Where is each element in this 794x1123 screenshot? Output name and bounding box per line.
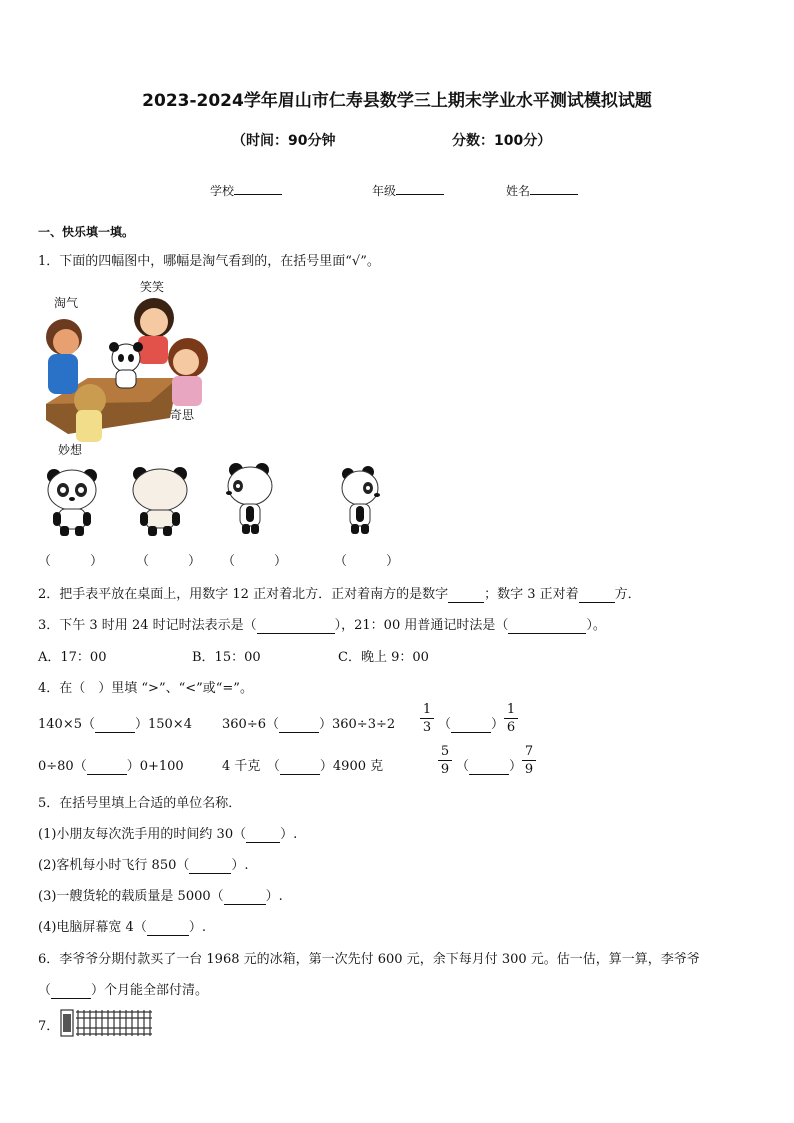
unit-item: (2)客机每小时飞行 850（ ）. [38,858,249,873]
answer-blank[interactable] [579,587,615,603]
option-c: C．晚上 9：00 [338,650,429,665]
page-title: 2023-2024学年眉山市仁寿县数学三上期末学业水平测试模拟试题 [142,91,652,111]
fraction: 5 9 [438,744,452,777]
compare-blank[interactable]: （ ） [456,759,523,774]
answer-blank[interactable] [448,587,484,603]
scene-illustration: 淘气 笑笑 奇思 妙想 [38,278,228,458]
time-info: （时间：90分钟 [232,133,336,149]
question-2: 2．把手表平放在桌面上，用数字 12 正对着北方．正对着南方的是数字 ；数字 3 正对着 方． [38,587,641,602]
grade-field: 年级 [372,181,444,199]
unit-item: (1)小朋友每次洗手用的时间约 30（ ）. [38,827,298,842]
section-heading: 一、快乐填一填。 [38,225,135,239]
option-a: A．17：00 [38,650,107,665]
question-5: 5．在括号里填上合适的单位名称． [38,796,242,811]
answer-blank[interactable] [257,618,335,634]
compare-item: 140×5（ ）150×4 [38,717,192,732]
answer-bracket-2[interactable]: （ ） [136,554,202,569]
fraction: 7 9 [522,744,536,777]
question-7-number: 7． [38,1019,60,1034]
score-info: 分数：100分） [452,133,552,149]
compare-blank[interactable]: （ ） [438,717,505,732]
panda-side-view-left [222,462,274,538]
question-6-cont: （ ）个月能全部付清。 [38,983,209,998]
answer-bracket-1[interactable]: （ ） [38,554,104,569]
option-b: B．15：00 [192,650,261,665]
compare-item: 360÷6（ ）360÷3÷2 [222,717,396,732]
fence-image [60,1004,156,1040]
kids-around-table-image [38,292,228,442]
answer-bracket-4[interactable]: （ ） [334,554,400,569]
question-6: 6．李爷爷分期付款买了一台 1968 元的冰箱，第一次先付 600 元，余下每月付 300 元。估一估，算一算，李爷爷 [38,952,700,967]
panda-front-view [44,466,100,538]
compare-item: 0÷80（ ）0+100 [38,759,184,774]
answer-bracket-3[interactable]: （ ） [222,554,288,569]
question-4: 4．在（ ）里填 “>”、“<”或“=”。 [38,681,253,696]
panda-side-view-right [340,466,384,538]
compare-item: 4 千克 （ ）4900 克 [222,759,384,774]
answer-blank[interactable] [508,618,586,634]
unit-item: (4)电脑屏幕宽 4（ ）. [38,920,206,935]
fraction: 1 6 [504,702,518,735]
panda-back-view [130,466,190,538]
school-field: 学校 [210,181,282,199]
name-field: 姓名 [506,181,578,199]
question-1: 1．下面的四幅图中，哪幅是淘气看到的，在括号里面“√”。 [38,254,380,269]
question-3: 3．下午 3 时用 24 时记时法表示是（ ），21：00 用普通记时法是（ ）。 [38,618,606,633]
fraction: 1 3 [420,702,434,735]
unit-item: (3)一艘货轮的载质量是 5000（ ）. [38,889,283,904]
